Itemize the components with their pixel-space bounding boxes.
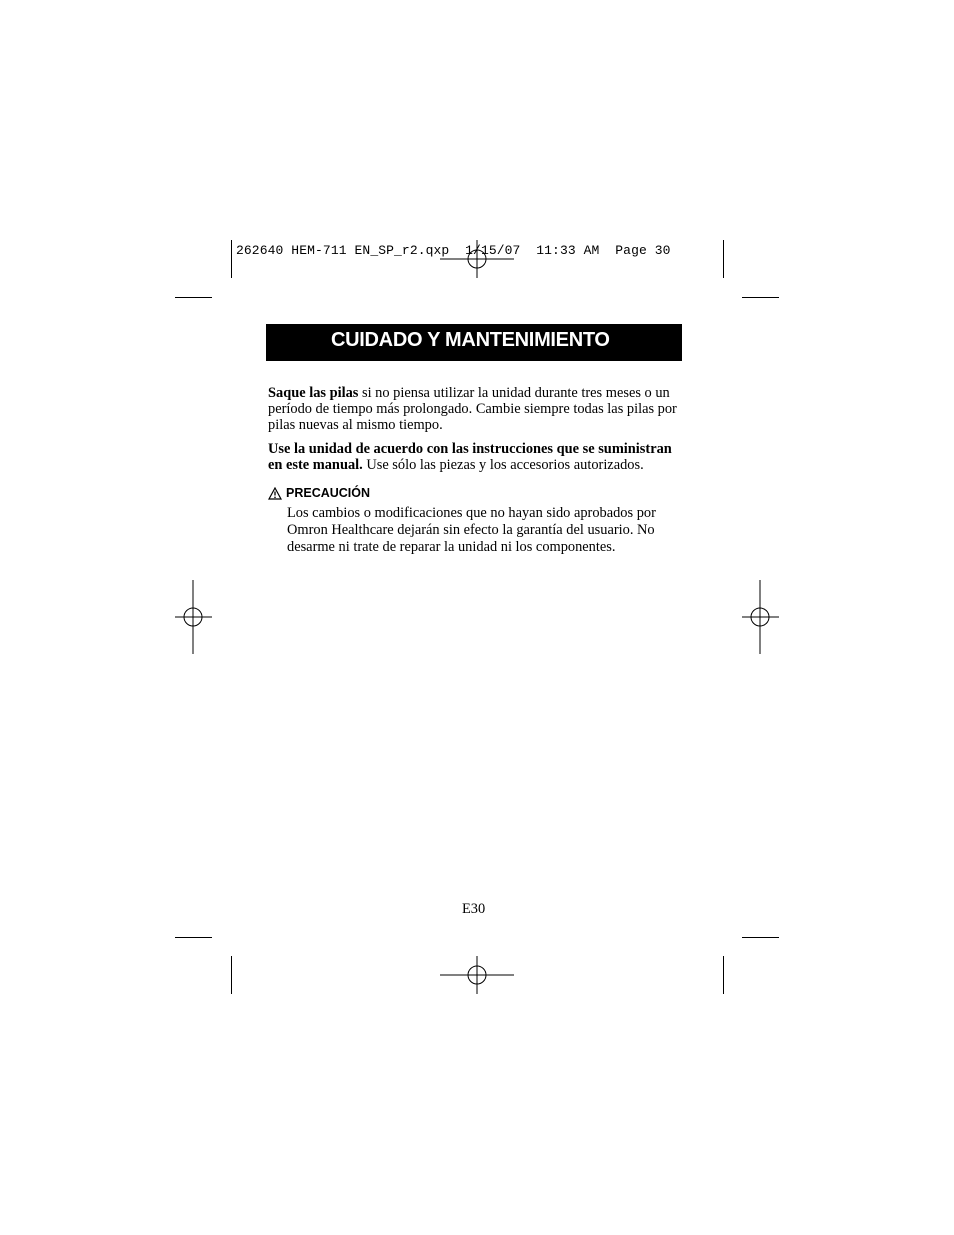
paragraph-text: Use sólo las piezas y los accesorios autorizados.: [362, 457, 644, 473]
section-title: CUIDADO Y MANTENIMIENTO: [331, 329, 610, 351]
caution-body-text: Los cambios o modificaciones que no hayan sido aprobados por Omron Healthcare dejarán sin efecto la garantía del usuario. No desarme ni trate de reparar la unidad ni los componentes.: [287, 505, 656, 555]
registration-mark-right: [742, 580, 779, 654]
paragraph-lead-bold: Saque las pilas: [268, 385, 359, 401]
printer-slug-line: 262640 HEM-711 EN_SP_r2.qxp 1/15/07 11:33 AM Page 30: [236, 243, 671, 258]
paragraph-use-instructions: [268, 441, 688, 473]
caution-heading-row: [268, 486, 370, 500]
warning-triangle-icon: [268, 487, 282, 500]
paragraph-remove-batteries: [268, 385, 688, 433]
registration-mark-bottom: [440, 956, 514, 994]
page-number: E30: [462, 901, 486, 917]
section-title-bar: [266, 324, 682, 361]
registration-mark-left: [175, 580, 212, 654]
paragraph-lead-bold: Use la unidad de acuerdo con las instrucciones que se suministran en este manual.: [268, 441, 672, 473]
registration-mark-top: [440, 240, 514, 278]
paragraph-text: si no piensa utilizar la unidad durante tres meses o un período de tiempo más prolongado. Cambie siempre todas las pilas por pilas nuevas al mismo tiempo.: [268, 385, 677, 433]
caution-heading: PRECAUCIÓN: [286, 486, 371, 500]
